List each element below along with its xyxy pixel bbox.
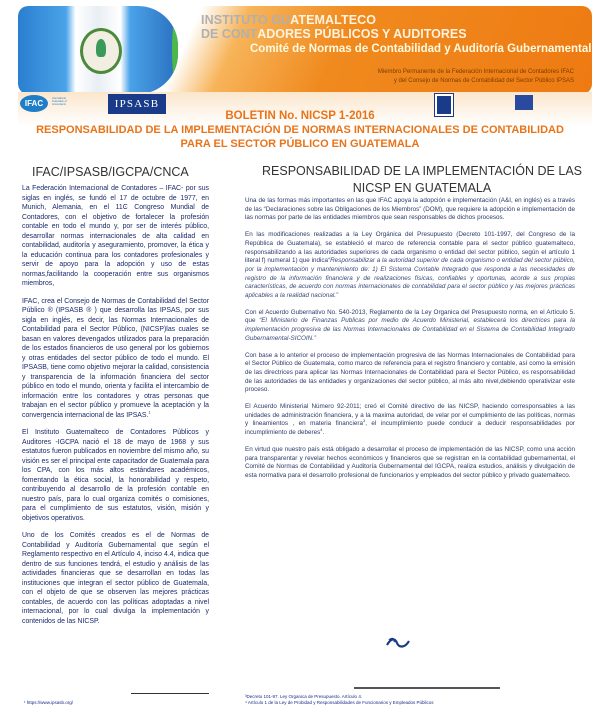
bulletin-title-line1: RESPONSABILIDAD DE LA IMPLEMENTACIÓN DE NORMAS INTERNACIONALES DE CONTABILIDAD <box>36 124 564 136</box>
footnote-3: ³Decreto 101-97. Ley Organica de Presupuesto. Artículo 4. <box>245 694 363 699</box>
footnote-divider <box>131 693 209 694</box>
bulletin-title <box>0 123 600 151</box>
cnca-logo-icon <box>515 95 533 110</box>
ifac-logo: IFAC <box>20 95 48 112</box>
header-banner <box>18 6 592 94</box>
membership-line2: y del Consejo de Normas de Contabilidad del Sector Público IPSAS <box>393 78 574 84</box>
paragraph: El Acuerdo Ministerial Número 92-2011; creó el Comité directivo de las NICSP, haciendo corresponsables a las unidades de administración financiera, y a la maxima autoridad, de velar por el cumplimiento de las políticas, normas y lineamientos , en materia financiera$^3$, el incumplimiento puede conducir a deducir responsabilidades por incumplimiento de deberes$^4$. <box>245 403 575 437</box>
institute-name-line2: DE CONTADORES PÚBLICOS Y AUDITORES <box>201 27 467 41</box>
paragraph: En las modificaciones realizadas a la Ley Orgánica del Presupuesto (Decreto 101-1997, del Congreso de la República de Guatemala), se estableció el marco de referencia contable para el sector público guatemalteco, responsabilizando a las autoridades superiores de cada organismo o entidad del sector público, según el artículo 1 literal f) numeral 1) que indica“Responsabilizar a la autoridad superior de cada organismo o entidad del sector público, por la implementación y mantenimiento de: 1) El Sistema Contable Integrado que responda a las necesidades de registro de la información financiera y de realizaciones físicas, confiables y oportunas, acorde a sus propias características, de acuerdo con normas internacionales de contabilidad para el sector público y las mejores prácticas aplicables a la realidad nacional.” <box>245 231 575 300</box>
footnote-4: ⁴ Artículo 1 de la Ley de Probidad y Responsabilidades de Funcionarios y Empleados Públicos <box>245 700 434 705</box>
coat-of-arms-icon <box>80 28 122 74</box>
institute-name-line1: INSTITUTO GUATEMALTECO <box>201 13 377 27</box>
membership-note <box>274 68 574 86</box>
footnote-marker: 1 <box>148 409 151 415</box>
membership-line1: Miembro Permanente de la Federación Internacional de Contadores IFAC <box>377 69 574 75</box>
paragraph: Con base a lo anterior el proceso de implementación progresiva de las Normas Internacionales de Contabilidad para el Sector Público de Guatemala, como marco de referencia para el registro financiero y contable, así como la emisión de las directrices para aplicar las Normas Internacionales de Contabilidad para el Sector Público, es responsabilidad de las autoridades de las entidades y organizaciones del sector público, al más alto nivel,debiendo operativizar este proceso. <box>245 351 575 394</box>
paragraph: IFAC, crea el Consejo de Normas de Contabilidad del Sector Público ® (IPSASB ® ) que desarrolla las IPSAS, por sus sigla en inglés, es decir, las Normas Internacionales de Contabilidad para el Sector Público, (NICSP)las cuales se basan en valores devengados utilizados para la preparación de los estados financieros de uso general por los gobiernos y otras entidades del sector público de todo el mundo. El IPSASB, tiene como objetivo mejorar la calidad, consistencia y transparencia de la información financiera del sector público en todo el mundo, orienta y facilita el intercambio de información entre los contadores y otras personas que trabajan en el sector público y promueve la aceptación y la convergencia internacional de las IPSAS.$^1$ <box>22 297 209 419</box>
right-column-heading: RESPONSABILIDAD DE LA IMPLEMENTACIÓN DE LAS NICSP EN GUATEMALA <box>262 164 582 195</box>
paragraph: El Instituto Guatemalteco de Contadores Públicos y Auditores -IGCPA nació el 18 de mayo de 1968 y sus estatutos fueron publicados en noviembre del mismo año, su visión es ser el principal ente capacitador de Guatemala para los CPA, con los más altos estándares académicos, fomentando la ética social, la honorabilidad y respeto, contribuyendo al desarrollo de la profesión contable en nuestro país, para lo cual organiza comités o comisiones, para el cumplimiento de sus estatutos, visión, misión y objetivos operativos. <box>22 429 209 522</box>
ifac-logo-subtext: International Federation of Accountants <box>52 97 67 106</box>
ipsasb-logo: IPSASB <box>108 94 166 114</box>
paragraph: Con el Acuerdo Gubernativo No. 540-2013, Reglamento de la Ley Organica del Presupuesto norma, en el Artículo 5. que “El Ministerio de Finanzas Publicas por medio de Acuerdo Ministerial, establecerá los directrices para la implementación progresiva de las Normas Internacionales de Contabilidad en el Sistema de Contabilidad Integrado Gubernamental-SICOIN.” <box>245 308 575 342</box>
bulletin-title-line2: PARA EL SECTOR PÚBLICO EN GUATEMALA <box>180 138 420 150</box>
paragraph: La Federación Internacional de Contadores – IFAC- por sus siglas en inglés, se fundó el 17 de octubre de 1977, en Munich, Alemania, en el 11Ͼ Congreso Mundial de Contadores, con el objetivo de fortalecer la profesión contable en todo el mundo y, por ser de interés público, desarrollar normas internacionales de alta calidad en contabilidad, auditoría y aseguramiento, promover, la ética y la educación continua para los contadores profesionales y servir de apoyo para la adopción y uso de estas normas,facilitando la cooperación entre sus organismos miembros, <box>22 185 209 287</box>
committee-name: Comité de Normas de Contabilidad y Auditoría Gubernamental <box>250 43 592 55</box>
footnote-divider <box>354 687 500 689</box>
guatemala-flag-image <box>18 6 178 94</box>
right-column-body <box>245 197 575 489</box>
paragraph: Uno de los Comités creados es el de Normas de Contabilidad y Auditoría Gubernamental que según el Reglamento respectivo en el Artículo 4, inciso 4.4, indica que dentro de sus funciones tendrá, el estudio y análisis de las actividades financieras que se desarrollan en todas las instituciones que integran el sector público de Guatemala, con el objeto de que se observen las mejores prácticas contables, de acuerdo con las políticas adoptadas a nivel internacional, por lo cual divulga la implementación y contenidos de las NICSP. <box>22 532 209 625</box>
paragraph: Una de las formas más importantes en las que IFAC apoya la adopción e implementación (A&I, en inglés) es a través de las “Declaraciones sobre las Obligaciones de los Miembros” (DOM), que requiere la adopción e implementación de las normas por parte de las entidades miembros que sean responsables de dichos procesos. <box>245 197 575 222</box>
bulletin-number: BOLETIN No. NICSP 1-2016 <box>225 110 375 122</box>
paragraph: En virtud que nuestro país está obligado a desarrollar el proceso de implementación de las NICSP, como una acción para transparentar y revelar hechos económicos y financieros que se registran en la contabilidad gubernamental, el Comité de Normas de Contabilidad y Auditoría Gubernamental del IGCPA, realiza estudios, análisis y divulgación de esta normativa para el desarrollo profesional de funcionarios y empleados del sector público y privado guatemalteco. <box>245 445 575 479</box>
left-column-heading: IFAC/IPSASB/IGCPA/CNCA <box>32 165 189 179</box>
left-column-body <box>22 184 209 634</box>
footnote-link[interactable]: ¹ https://www.ipsasb.org/ <box>24 700 74 705</box>
ornament-icon <box>385 636 411 650</box>
footnotes <box>245 694 434 706</box>
